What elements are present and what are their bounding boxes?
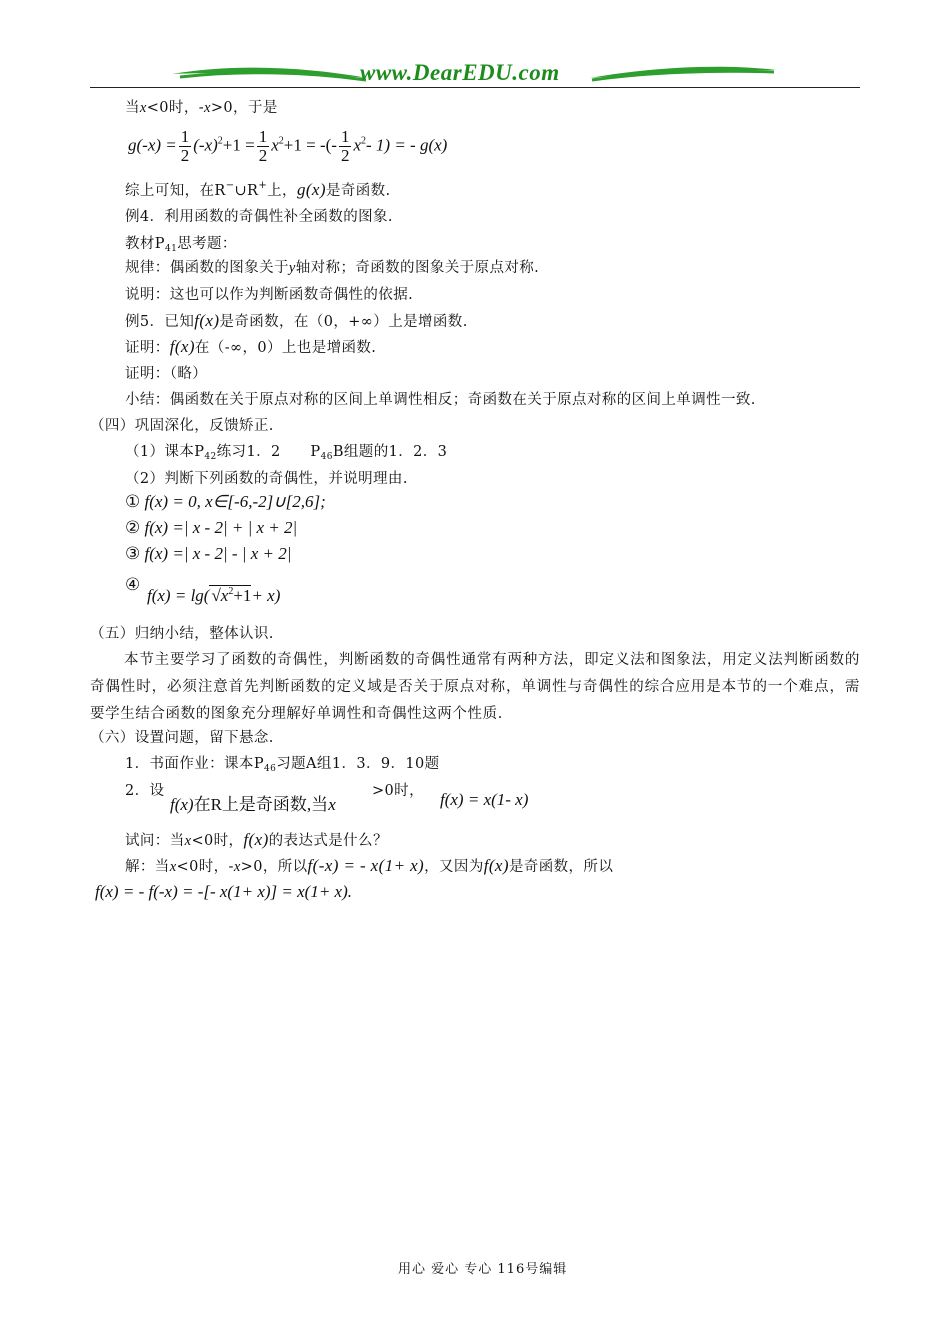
function-3: ③ f(x) =| x - 2| - | x + 2| <box>125 544 292 563</box>
homework-1: 1．书面作业：课本$P_{46}$习题A组1．3．9．10题 <box>125 756 440 774</box>
example-4: 例4．利用函数的奇偶性补全函数的图象. <box>125 209 393 225</box>
header-swoosh-right <box>588 60 778 86</box>
section-5-heading: （五）归纳小结，整体认识. <box>90 626 274 642</box>
page-footer: 用心 爱心 专心 116号编辑 <box>398 1262 568 1277</box>
solution-line-2: f(x) = - f(-x) = -[- x(1+ x)] = x(1+ x). <box>95 882 352 901</box>
solution-line-1: 解：当x<0时，-x>0，所以f(-x) = - x(1+ x)，又因为f(x)是奇函数，所以 <box>125 856 614 875</box>
line-when-x-negative: 当x<0时，-x>0，于是 <box>125 100 278 116</box>
equation-g-neg-x: g(-x) = $\frac{1}{2}$ $(-x)^2+1$ = $\frac{1}{2}$ $x^2+1$ = -(- $\frac{1}{2}$ $x^2-$ 1) = - g(x) <box>128 127 448 165</box>
function-2: ② f(x) =| x - 2| + | x + 2| <box>125 518 298 537</box>
brief-summary: 小结：偶函数在关于原点对称的区间上单调性相反；奇函数在关于原点对称的区间上单调性一致. <box>125 392 756 408</box>
section-4-heading: （四）巩固深化，反馈矫正. <box>90 418 274 434</box>
sqrt-radical: $√x^2+1$ <box>211 586 252 605</box>
function-4-marker: ④ <box>125 575 141 594</box>
exercise-1: （1）课本$P_{42}$练习1．2 $P_{46}B$组题的1．2．3 <box>125 444 448 462</box>
summary-odd-function: 综上可知，在R−∪R+上，g(x)是奇函数. <box>125 180 391 199</box>
site-name[interactable]: www.DearEDU.com <box>360 60 560 85</box>
homework-2-condition: f(x)在R上是奇函数,当x <box>170 795 336 814</box>
summary-paragraph: 本节主要学习了函数的奇偶性，判断函数的奇偶性通常有两种方法，即定义法和图象法，用定义法判断函数的奇偶性时，必须注意首先判断函数的定义域是否关于原点对称，单调性与奇偶性的综合应用是本节的一个难点，需要学生结合函数的图象充分理解好单调性和奇偶性这两个性质. <box>90 652 860 722</box>
question-line: 试问：当x<0时，f(x)的表达式是什么？ <box>125 830 388 849</box>
section-6-heading: （六）设置问题，留下悬念. <box>90 730 274 746</box>
note-line: 说明：这也可以作为判断函数奇偶性的依据. <box>125 287 414 303</box>
header-swoosh-left <box>170 60 370 86</box>
homework-2: 2．设 <box>125 783 165 799</box>
proof-statement: 证明：f(x)在（-∞，0）上也是增函数. <box>125 337 377 356</box>
homework-2-formula: f(x) = x(1- x) <box>440 790 529 809</box>
exercise-2: （2）判断下列函数的奇偶性，并说明理由. <box>125 471 408 487</box>
example-5: 例5．已知f(x)是奇函数，在（0，+∞）上是增函数. <box>125 311 468 330</box>
proof-omitted: 证明：（略） <box>125 366 208 382</box>
textbook-question: 教材$P_{41}$思考题： <box>125 236 237 254</box>
rule-line: 规律：偶函数的图象关于y轴对称；奇函数的图象关于原点对称. <box>125 260 540 276</box>
function-1: ① f(x) = 0, x∈[-6,-2]∪[2,6]; <box>125 492 326 511</box>
function-4: f(x) = lg( $√x^2+1+ x$) <box>147 586 281 605</box>
header-rule <box>90 87 860 88</box>
homework-2-gt: >0时， <box>372 783 424 799</box>
